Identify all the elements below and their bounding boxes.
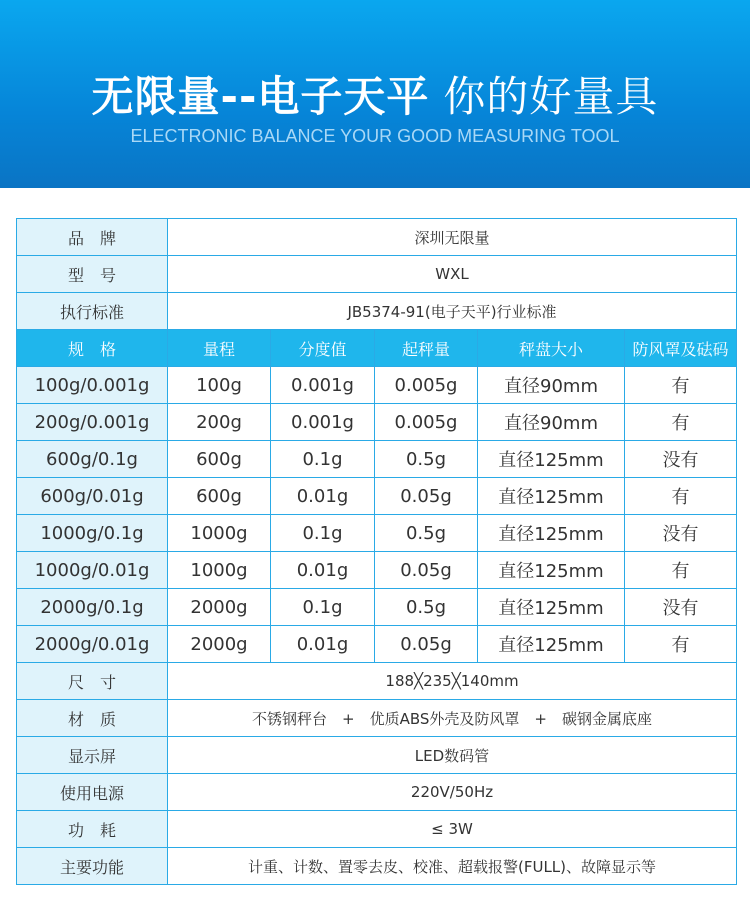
info-row-display [17,737,737,774]
header-cell-range: 量程 [168,330,271,367]
table-row [17,478,737,515]
info-value: WXL [168,256,737,293]
cell-min-load: 0.005g [375,367,478,404]
info-row-brand [17,219,737,256]
header-cell-division: 分度值 [271,330,375,367]
info-row-size [17,663,737,700]
cell-range: 600g [168,478,271,515]
header-banner [0,0,750,188]
info-label: 品 牌 [17,219,168,256]
info-row-standard [17,293,737,330]
table-row [17,552,737,589]
info-row-consumption [17,811,737,848]
table-row [17,515,737,552]
info-label: 主要功能 [17,848,168,885]
spec-table [16,218,737,885]
cell-pan-size: 直径125mm [478,441,625,478]
spec-header-row [17,330,737,367]
cell-min-load: 0.5g [375,515,478,552]
info-value: 计重、计数、置零去皮、校准、超载报警(FULL)、故障显示等 [168,848,737,885]
info-label: 材 质 [17,700,168,737]
cell-range: 2000g [168,626,271,663]
cell-pan-size: 直径125mm [478,478,625,515]
cell-windshield: 没有 [625,589,737,626]
cell-windshield: 没有 [625,515,737,552]
table-row [17,589,737,626]
cell-windshield: 有 [625,478,737,515]
info-value: 深圳无限量 [168,219,737,256]
info-value: LED数码管 [168,737,737,774]
info-label: 尺 寸 [17,663,168,700]
info-row-material [17,700,737,737]
banner-subtitle: ELECTRONIC BALANCE YOUR GOOD MEASURING TOOL [130,126,620,146]
cell-model: 100g/0.001g [17,367,168,404]
cell-division: 0.001g [271,404,375,441]
cell-pan-size: 直径125mm [478,515,625,552]
cell-pan-size: 直径90mm [478,404,625,441]
header-cell-pan-size: 秤盘大小 [478,330,625,367]
cell-min-load: 0.05g [375,626,478,663]
cell-model: 1000g/0.1g [17,515,168,552]
cell-division: 0.1g [271,589,375,626]
header-cell-min-load: 起秤量 [375,330,478,367]
info-value: 188╳235╳140mm [168,663,737,700]
cell-model: 2000g/0.1g [17,589,168,626]
table-row [17,441,737,478]
cell-model: 600g/0.01g [17,478,168,515]
banner-title [0,64,750,124]
cell-range: 1000g [168,552,271,589]
cell-division: 0.1g [271,441,375,478]
info-value: 不锈钢秤台 + 优质ABS外壳及防风罩 + 碳钢金属底座 [168,700,737,737]
table-row [17,404,737,441]
cell-division: 0.01g [271,552,375,589]
cell-division: 0.01g [271,626,375,663]
header-cell-windshield: 防风罩及砝码 [625,330,737,367]
cell-model: 200g/0.001g [17,404,168,441]
table-row [17,626,737,663]
cell-pan-size: 直径125mm [478,552,625,589]
info-value: 220V/50Hz [168,774,737,811]
cell-model: 2000g/0.01g [17,626,168,663]
cell-range: 600g [168,441,271,478]
info-row-model [17,256,737,293]
cell-model: 600g/0.1g [17,441,168,478]
cell-range: 2000g [168,589,271,626]
info-label: 执行标准 [17,293,168,330]
info-value: JB5374-91(电子天平)行业标准 [168,293,737,330]
cell-division: 0.01g [271,478,375,515]
cell-min-load: 0.5g [375,441,478,478]
cell-min-load: 0.5g [375,589,478,626]
cell-pan-size: 直径125mm [478,626,625,663]
cell-pan-size: 直径90mm [478,367,625,404]
header-cell-spec: 规 格 [17,330,168,367]
banner-title-slogan: 你的好量具 [443,72,659,121]
banner-title-main: 无限量--电子天平 [91,72,430,121]
info-row-power [17,774,737,811]
cell-range: 100g [168,367,271,404]
info-row-functions [17,848,737,885]
info-label: 使用电源 [17,774,168,811]
cell-windshield: 没有 [625,441,737,478]
table-row [17,367,737,404]
cell-windshield: 有 [625,626,737,663]
cell-windshield: 有 [625,552,737,589]
cell-range: 1000g [168,515,271,552]
cell-division: 0.001g [271,367,375,404]
cell-windshield: 有 [625,367,737,404]
info-label: 显示屏 [17,737,168,774]
cell-min-load: 0.05g [375,478,478,515]
cell-min-load: 0.005g [375,404,478,441]
info-label: 功 耗 [17,811,168,848]
cell-range: 200g [168,404,271,441]
info-label: 型 号 [17,256,168,293]
cell-windshield: 有 [625,404,737,441]
cell-min-load: 0.05g [375,552,478,589]
cell-model: 1000g/0.01g [17,552,168,589]
cell-division: 0.1g [271,515,375,552]
info-value: ≤ 3W [168,811,737,848]
cell-pan-size: 直径125mm [478,589,625,626]
